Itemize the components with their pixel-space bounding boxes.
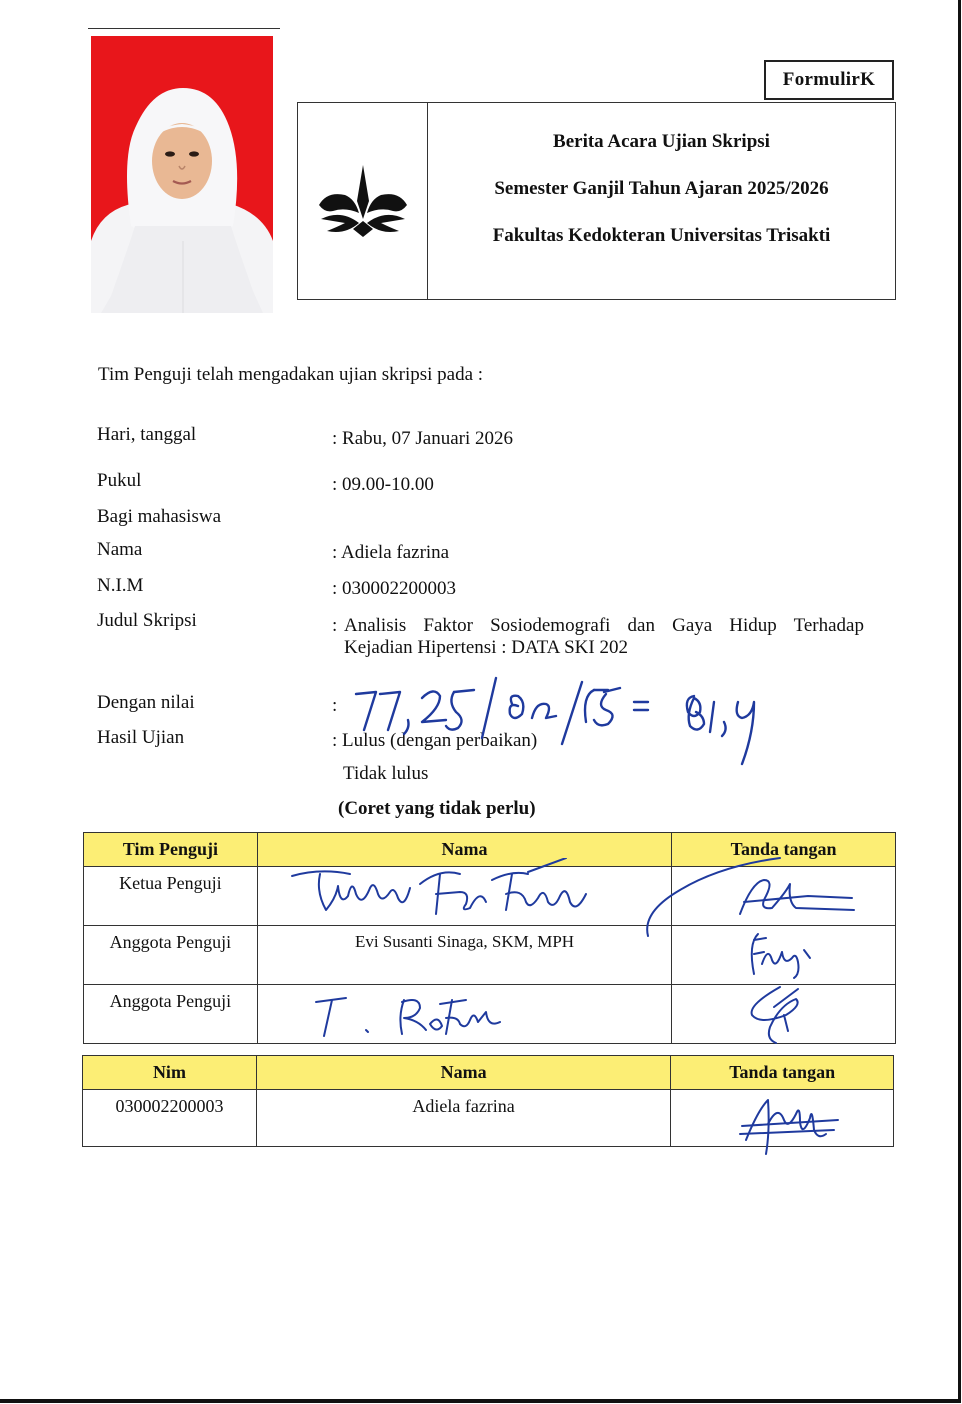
student-table xyxy=(82,1055,894,1147)
coret-note: (Coret yang tidak perlu) xyxy=(338,798,536,819)
judul-line-1: Analisis Faktor Sosiodemografi dan Gaya Hidup Terhadap xyxy=(344,615,864,636)
header-nama: Nama xyxy=(256,1056,670,1090)
bagi-label: Bagi mahasiswa xyxy=(97,506,222,527)
signature-cell xyxy=(672,985,896,1044)
nama-value: : Adiela fazrina xyxy=(332,542,450,563)
intro-text: Tim Penguji telah mengadakan ujian skripsi pada : xyxy=(98,364,484,385)
table-row xyxy=(84,867,896,926)
header-tim-penguji: Tim Penguji xyxy=(84,833,258,867)
hari-value: : Rabu, 07 Januari 2026 xyxy=(332,428,514,449)
pukul-label: Pukul xyxy=(97,470,142,491)
faculty-line: Fakultas Kedokteran Universitas Trisakti xyxy=(492,225,831,246)
judul-line-2: Kejadian Hipertensi : DATA SKI 202 xyxy=(344,637,628,658)
student-photo xyxy=(91,36,273,313)
signature-cell xyxy=(672,926,896,985)
header-tanda-tangan: Tanda tangan xyxy=(671,1056,894,1090)
role-cell: Anggota Penguji xyxy=(84,985,258,1044)
hasil-value: : Lulus (dengan perbaikan) xyxy=(332,730,538,751)
role-cell: Anggota Penguji xyxy=(84,926,258,985)
header-tanda-tangan: Tanda tangan xyxy=(672,833,896,867)
hari-label: Hari, tanggal xyxy=(97,424,197,445)
signature-cell xyxy=(672,867,896,926)
examiners-table xyxy=(83,832,896,1044)
doc-title: Berita Acara Ujian Skripsi xyxy=(553,131,770,152)
trisakti-logo-icon xyxy=(298,103,428,299)
table-row xyxy=(84,926,896,985)
name-cell xyxy=(257,985,671,1044)
semester-line: Semester Ganjil Tahun Ajaran 2025/2026 xyxy=(494,178,829,199)
name-cell xyxy=(257,867,671,926)
form-code-box: FormulirK xyxy=(764,60,894,100)
nama-label: Nama xyxy=(97,539,143,560)
tidak-lulus: Tidak lulus xyxy=(343,763,429,784)
nilai-colon: : xyxy=(332,695,338,716)
hasil-label: Hasil Ujian xyxy=(97,727,185,748)
top-rule xyxy=(88,28,280,29)
signature-cell xyxy=(671,1090,894,1147)
nim-label: N.I.M xyxy=(97,575,144,596)
document-header xyxy=(297,102,896,300)
judul-label: Judul Skripsi xyxy=(97,610,197,631)
nim-value: : 030002200003 xyxy=(332,578,457,599)
name-cell: Evi Susanti Sinaga, SKM, MPH xyxy=(257,926,671,985)
judul-value xyxy=(332,615,864,659)
pukul-value: : 09.00-10.00 xyxy=(332,474,434,495)
header-nim: Nim xyxy=(83,1056,257,1090)
table-row xyxy=(84,985,896,1044)
role-cell: Ketua Penguji xyxy=(84,867,258,926)
table-row xyxy=(83,1090,894,1147)
nilai-label: Dengan nilai xyxy=(97,692,195,713)
header-nama: Nama xyxy=(257,833,671,867)
name-cell: Adiela fazrina xyxy=(256,1090,670,1147)
nim-cell: 030002200003 xyxy=(83,1090,257,1147)
judul-colon: : xyxy=(332,615,338,636)
